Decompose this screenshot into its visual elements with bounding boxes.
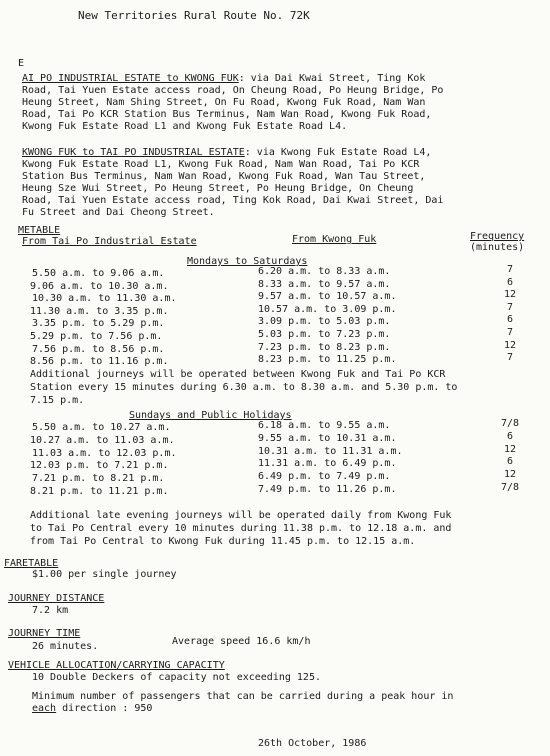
route-outbound-line: Road, Tai Po KCR Station Bus Terminus, Nam Wan Road, Kwong Fuk Road, [22,109,432,120]
from-kf-time: 8.23 p.m. to 11.25 p.m. [258,354,397,366]
fare-value: $1.00 per single journey [32,569,177,580]
route-section-stub: E [18,58,25,69]
from-kf-time: 5.03 p.m. to 7.23 p.m. [258,329,391,340]
from-tpie-time: 8.56 p.m. to 11.16 p.m. [30,356,169,368]
col-from-tpie-header: From Tai Po Industrial Estate [22,236,197,247]
from-tpie-time: 12.03 p.m. to 7.21 p.m. [30,460,169,472]
route-inbound-line: Kwong Fuk Estate Road L1, Kwong Fuk Road, Nam Wan Road, Tai Po KCR [22,159,420,170]
from-tpie-time: 10.30 a.m. to 11.30 a.m. [32,293,177,305]
from-kf-time: 11.31 a.m. to 6.49 p.m. [258,458,397,470]
frequency-value: 6 [506,314,514,326]
route-inbound-line: Fu Street and Dai Cheong Street. [22,207,215,218]
from-kf-time: 10.31 a.m. to 11.31 a.m. [258,445,403,457]
capacity-each: each [32,703,57,714]
distance-value: 7.2 km [32,605,69,616]
from-tpie-time: 3.35 p.m. to 5.29 p.m. [32,318,165,330]
frequency-value: 12 [503,289,517,301]
route-inbound-heading: KWONG FUK to TAI PO INDUSTRIAL ESTATE [22,147,245,158]
route-inbound-line: Heung Sze Wui Street, Po Heung Street, Po Heung Bridge, On Cheung [22,183,414,194]
capacity-line-2 [32,703,152,715]
from-tpie-time: 5.50 a.m. to 10.27 a.m. [32,422,171,433]
capacity-line: Minimum number of passengers that can be carried during a peak hour in [32,691,454,702]
from-kf-time: 7.49 p.m. to 11.26 p.m. [258,484,397,495]
frequency-value: 6 [506,456,514,468]
route-outbound-line: Heung Street, Nam Shing Street, On Fu Road, Kwong Fuk Road, Nam Wan [22,97,426,108]
frequency-value: 12 [503,469,517,481]
fare-label: FARETABLE [4,558,59,569]
document-date: 26th October, 1986 [258,738,367,749]
from-kf-time: 9.57 a.m. to 10.57 a.m. [258,291,397,303]
vehicle-value: 10 Double Deckers of capacity not exceeding 125. [32,672,321,683]
distance-label: JOURNEY DISTANCE [8,593,105,604]
from-tpie-time: 11.30 a.m. to 3.35 p.m. [30,305,169,317]
route-outbound-heading: AI PO INDUSTRIAL ESTATE to KWONG FUK [22,73,239,84]
route-inbound-line: Road, Tai Yuen Estate access road, Ting Kok Road, Dai Kwai Street, Dai [22,195,444,206]
frequency-value: 7/8 [500,482,520,493]
avg-speed: Average speed 16.6 km/h [172,636,311,647]
route-inbound-line: Station Bus Terminus, Nam Wan Road, Kwong Fuk Road, Wan Tau Street, [22,171,426,182]
vehicle-label: VEHICLE ALLOCATION/CARRYING CAPACITY [8,660,225,671]
from-tpie-time: 10.27 a.m. to 11.03 a.m. [30,434,175,446]
from-kf-time: 10.57 a.m. to 3.09 p.m. [258,303,397,315]
route-inbound-line: : via Kwong Fuk Estate Road L4, [244,147,432,158]
from-tpie-time: 11.03 a.m. to 12.03 p.m. [32,447,177,459]
from-kf-time: 6.18 a.m. to 9.55 a.m. [258,420,391,431]
frequency-value: 7 [506,301,514,313]
from-tpie-time: 5.29 p.m. to 7.56 p.m. [30,331,163,342]
frequency-value: 7/8 [500,418,520,429]
from-kf-time: 6.20 a.m. to 8.33 a.m. [258,266,391,277]
time-label: JOURNEY TIME [8,628,81,639]
holiday-note-line: Additional late evening journeys will be operated daily from Kwong Fuk [30,510,452,521]
holiday-note-line: to Tai Po Central every 10 minutes during 11.38 p.m. to 12.18 a.m. and [30,523,452,534]
route-outbound [22,73,542,133]
from-tpie-time: 5.50 a.m. to 9.06 a.m. [32,268,165,279]
from-kf-time: 8.33 a.m. to 9.57 a.m. [258,278,391,290]
from-kf-time: 6.49 p.m. to 7.49 p.m. [258,471,391,483]
weekday-note-line: 7.15 p.m. [30,395,85,406]
holiday-heading: Sundays and Public Holidays [129,410,292,421]
frequency-value: 6 [506,276,514,288]
frequency-value: 6 [506,430,514,442]
frequency-value: 7 [506,264,514,275]
capacity-direction: direction : 950 [56,703,153,714]
frequency-value: 7 [506,327,514,338]
from-kf-time: 9.55 a.m. to 10.31 a.m. [258,432,397,444]
frequency-value: 12 [503,443,517,455]
holiday-note-line: from Tai Po Central to Kwong Fuk during 11.45 p.m. to 12.15 a.m. [30,536,416,547]
from-tpie-time: 8.21 p.m. to 11.21 p.m. [30,486,169,497]
frequency-value: 12 [503,339,517,351]
route-inbound [22,147,542,219]
route-outbound-line: Kwong Fuk Estate Road L1 and Kwong Fuk Estate Road L4. [22,121,348,132]
weekday-note-line: Additional journeys will be operated between Kwong Fuk and Tai Po KCR [30,369,446,380]
weekday-heading: Mondays to Saturdays [187,256,308,267]
from-tpie-time: 7.56 p.m. to 8.56 p.m. [32,343,165,355]
frequency-value: 7 [506,352,514,364]
document-title: New Territories Rural Route No. 72K [78,9,310,22]
route-outbound-line: : via Dai Kwai Street, Ting Kok [238,73,426,84]
weekday-note-line: Station every 15 minutes during 6.30 a.m. to 8.30 a.m. and 5.30 p.m. to [30,382,458,393]
col-from-kf-header: From Kwong Fuk [292,234,377,245]
from-tpie-time: 9.06 a.m. to 10.30 a.m. [30,280,169,292]
route-outbound-line: Road, Tai Yuen Estate access road, On Cheung Road, Po Heung Bridge, Po [22,85,444,96]
from-kf-time: 7.23 p.m. to 8.23 p.m. [258,341,391,353]
from-tpie-time: 7.21 p.m. to 8.21 p.m. [32,473,165,485]
col-freq-unit: (minutes) [470,242,525,253]
from-kf-time: 3.09 p.m. to 5.03 p.m. [258,316,391,328]
time-value: 26 minutes. [32,641,99,652]
col-freq-header: Frequency [470,231,525,242]
timetable-label: METABLE [18,225,61,236]
